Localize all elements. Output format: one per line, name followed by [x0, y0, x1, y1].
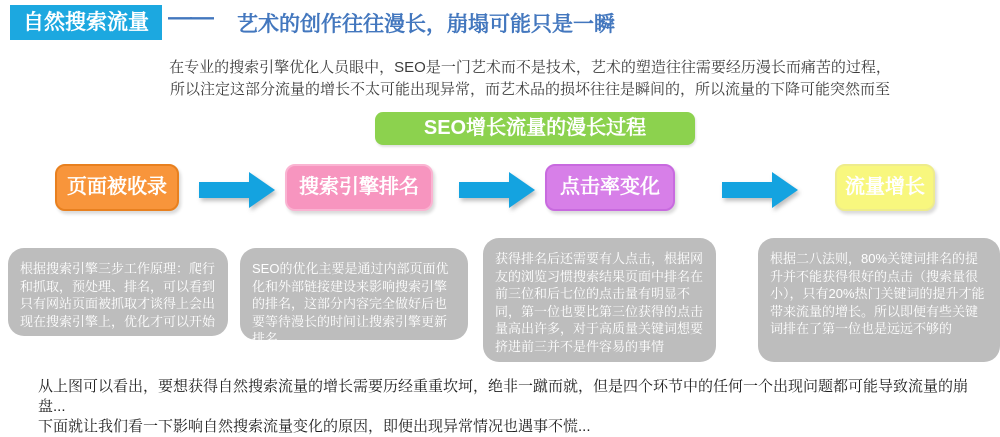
step-desc-traffic-growth: 根据二八法则，80%关键词排名的提升并不能获得很好的点击（搜索量很小），只有20%热门关键词的提升才能带来流量的增长。所以即便有些关键词排在了第一位也是远远不够的	[758, 238, 1000, 362]
intro-line-1: 在专业的搜索引擎优化人员眼中，SEO是一门艺术而不是技术，艺术的塑造往往需要经历漫长而痛苦的过程，	[169, 59, 891, 76]
arrow-shaft	[199, 182, 249, 198]
step-box-traffic-growth: 流量增长	[835, 164, 935, 211]
arrow-head	[249, 172, 275, 208]
step-box-page-indexed: 页面被收录	[55, 164, 179, 211]
process-banner: SEO增长流量的漫长过程	[375, 112, 695, 145]
step-box-search-ranking: 搜索引擎排名	[285, 164, 433, 211]
title-badge: 自然搜索流量	[10, 5, 162, 40]
arrow-head	[509, 172, 535, 208]
step-desc-search-ranking: SEO的优化主要是通过内部页面优化和外部链接建设来影响搜索引擎的排名，这部分内容完全做好后也要等待漫长的时间让搜索引擎更新排名	[240, 248, 468, 340]
page-title: 艺术的创作往往漫长，崩塌可能只是一瞬	[237, 13, 615, 36]
footer-line-1: 从上图可以看出，要想获得自然搜索流量的增长需要历经重重坎坷，绝非一蹴而就，但是四个环节中的任何一个出现问题都可能导致流量的崩盘...	[38, 378, 969, 415]
arrow-head	[772, 172, 798, 208]
footer-paragraph	[38, 377, 988, 437]
intro-paragraph	[90, 57, 970, 101]
step-desc-page-indexed: 根据搜索引擎三步工作原理：爬行和抓取，预处理、排名，可以看到只有网站页面被抓取才谈得上会出现在搜索引擎上，优化才可以开始	[8, 248, 228, 336]
footer-line-2: 下面就让我们看一下影响自然搜索流量变化的原因，即便出现异常情况也遇事不慌...	[38, 418, 591, 435]
intro-line-2: 所以注定这部分流量的增长不太可能出现异常，而艺术品的损坏往往是瞬间的，所以流量的下降可能突然而至	[169, 81, 890, 98]
step-desc-ctr-change: 获得排名后还需要有人点击，根据网友的浏览习惯搜索结果页面中排名在前三位和后七位的点击量有明显不同，第一位也要比第三位获得的点击量高出许多，对于高质量关键词想要挤进前三并不是件容易的事情	[483, 238, 716, 362]
title-dash: ——	[168, 4, 212, 31]
arrow-shaft	[459, 182, 509, 198]
step-box-ctr-change: 点击率变化	[545, 164, 675, 211]
arrow-shaft	[722, 182, 772, 198]
